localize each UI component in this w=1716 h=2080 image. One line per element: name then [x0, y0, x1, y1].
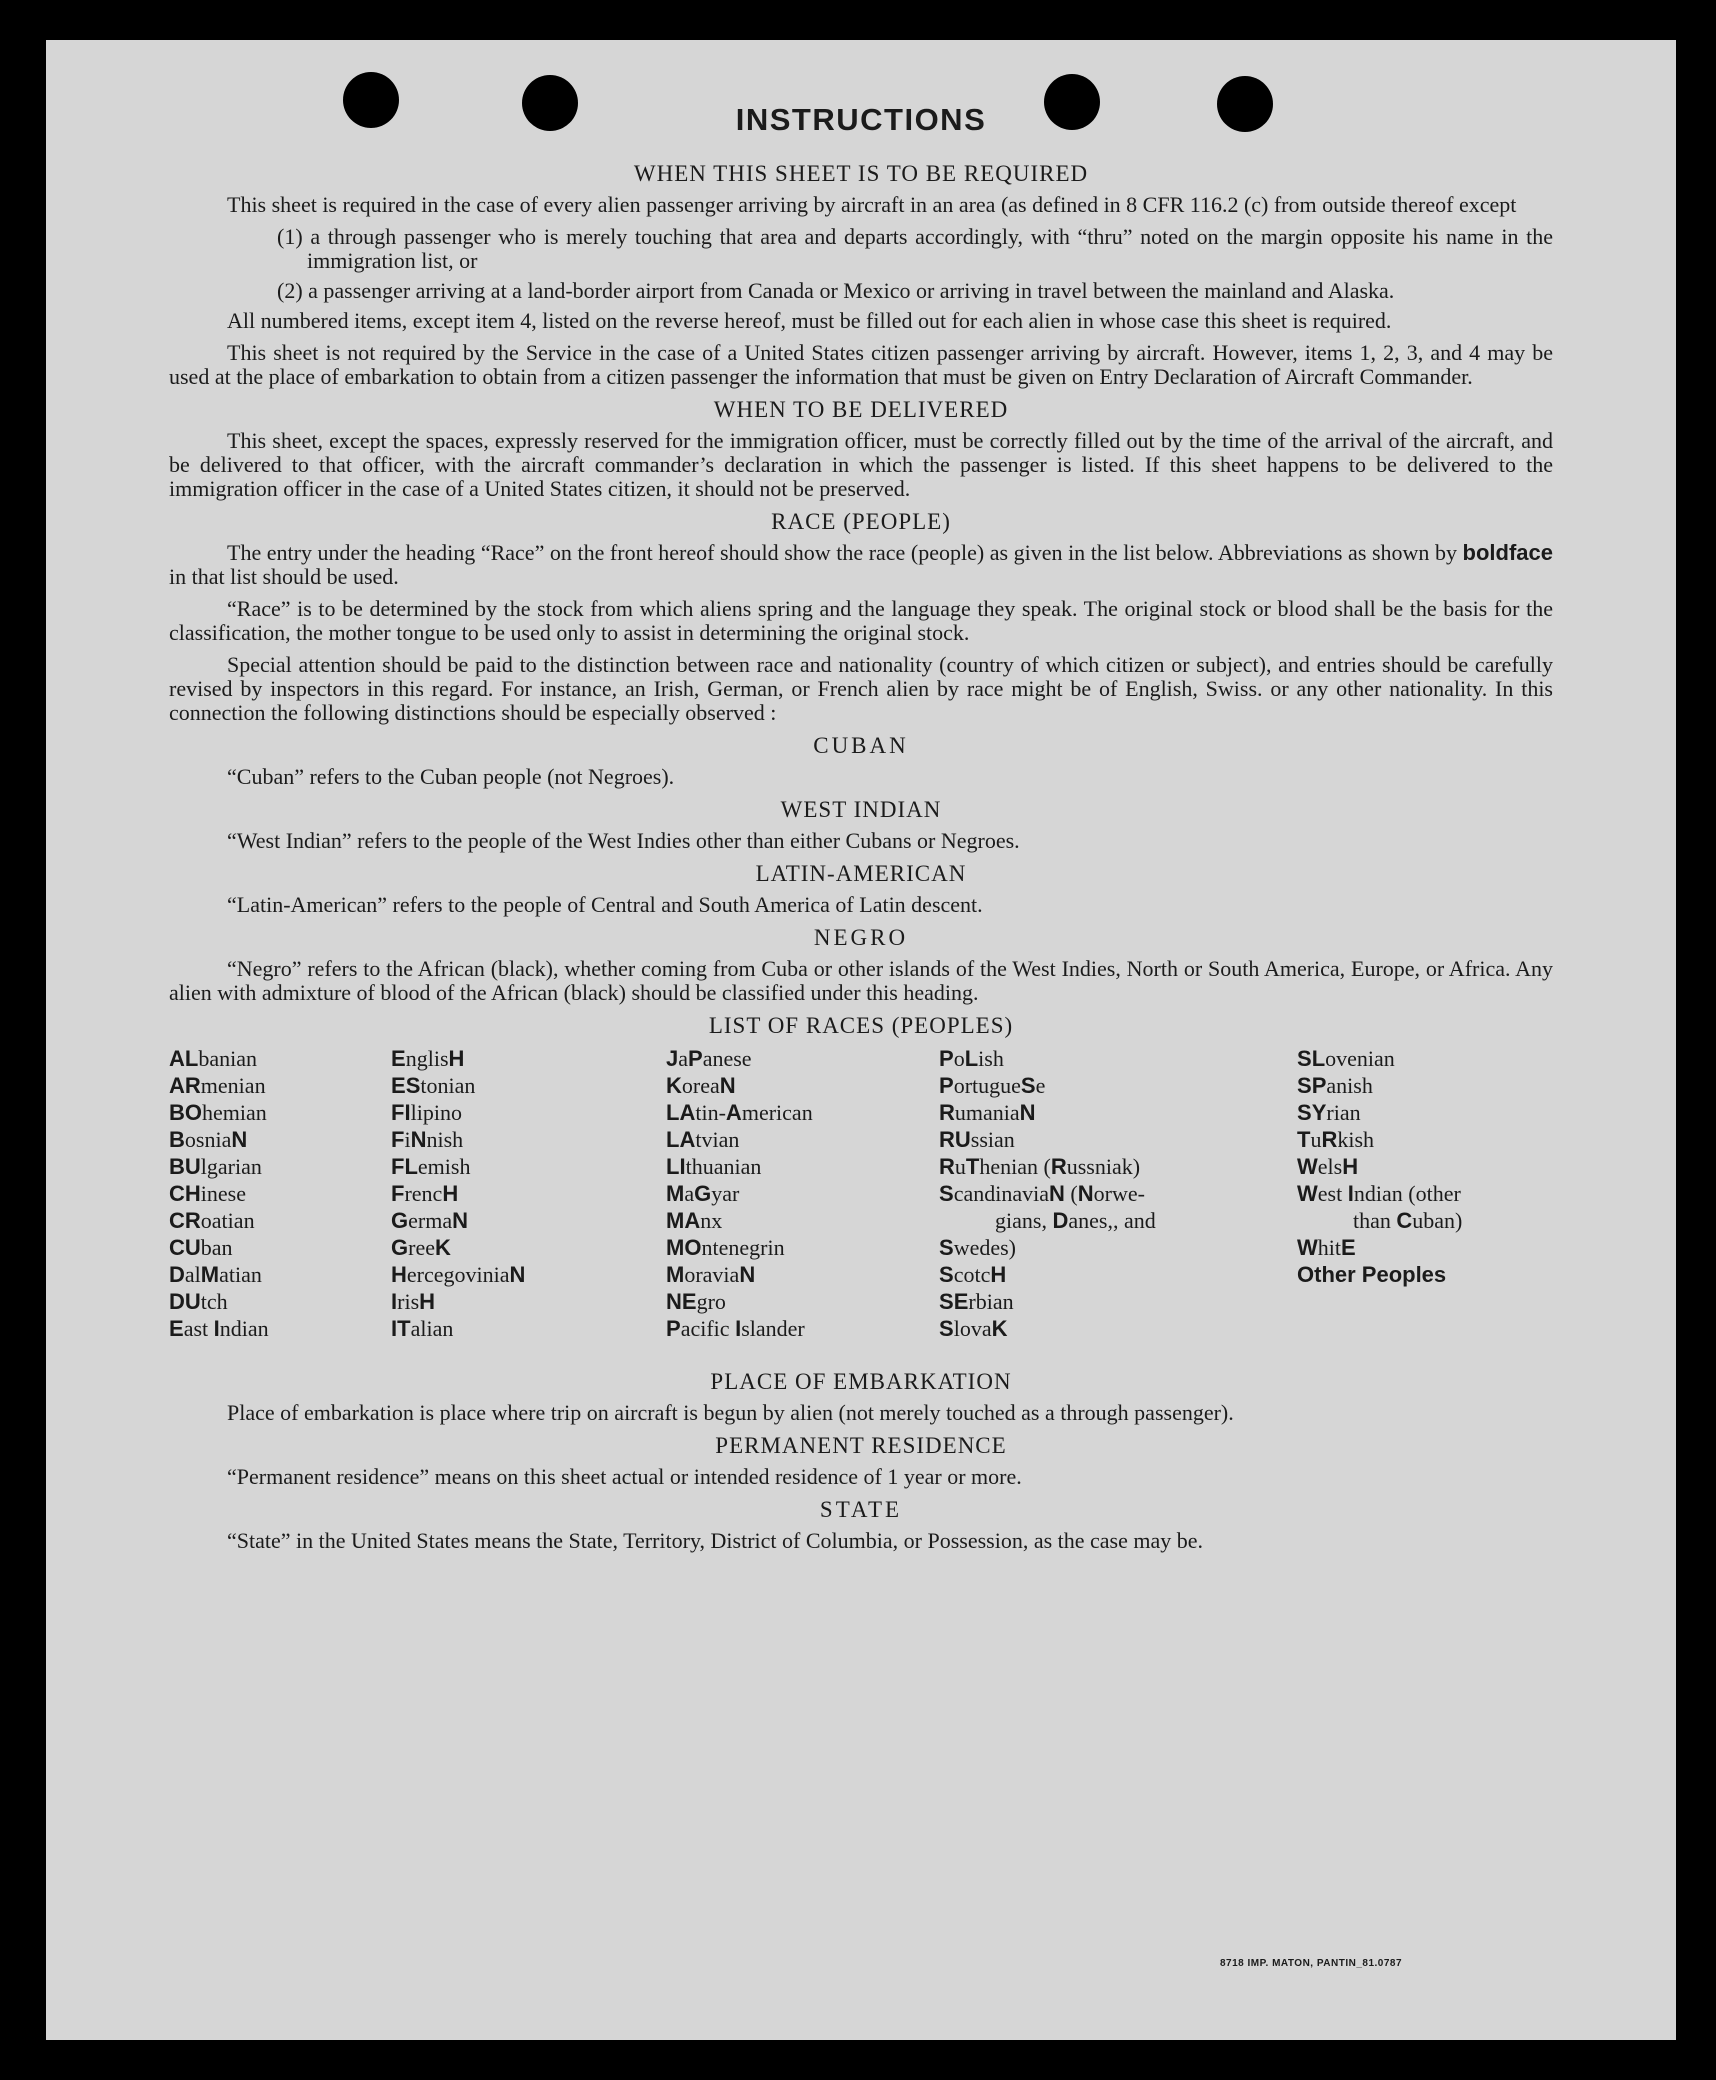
race-entry: Pacific Islander: [666, 1316, 805, 1341]
paragraph-citizen: This sheet is not required by the Service in the case of a United States citizen passenger arriving by aircraft. However, items 1, 2, 3, and 4 may be used at the place of embarkation to obtain from a citizen passenger the information that must be given on Entry Declaration of Aircraft Commander.: [169, 340, 1553, 389]
definition-state: “State” in the United States means the State, Territory, District of Columbia, or Possession, as the case may be.: [227, 1528, 1204, 1553]
race-entry: FLemish: [391, 1154, 471, 1179]
races-column-4: [939, 1045, 1156, 1342]
race-entry: West Indian (other: [1297, 1181, 1461, 1206]
race-entry: BUlgarian: [169, 1154, 262, 1179]
race-entry: SYrian: [1297, 1100, 1361, 1125]
races-column-5: [1297, 1045, 1462, 1288]
race-entry: ALbanian: [169, 1046, 257, 1071]
race-entry: MAnx: [666, 1208, 723, 1233]
race-entry: EnglisH: [391, 1046, 465, 1071]
paragraph-race-stock: “Race” is to be determined by the stock from which aliens spring and the language they speak. The original stock or blood shall be the basis for the classification, the mother tongue to be used only to assist in determining the original stock.: [169, 596, 1553, 645]
race-entry: ScotcH: [939, 1262, 1007, 1287]
paragraph-required: This sheet is required in the case of every alien passenger arriving by aircraft in an area (as defined in 8 CFR 116.2 (c) from outside thereof except: [227, 192, 1517, 217]
exception-item-2: (2) a passenger arriving at a land-border airport from Canada or Mexico or arriving in travel between the mainland and Alaska.: [277, 278, 1395, 303]
race-entry: RuThenian (Russniak): [939, 1154, 1141, 1179]
race-entry: gians, Danes,, and: [995, 1208, 1156, 1233]
race-entry: KoreaN: [666, 1073, 736, 1098]
definition-residence: “Permanent residence” means on this sheet actual or intended residence of 1 year or more.: [227, 1464, 1022, 1489]
race-entry: ARmenian: [169, 1073, 266, 1098]
race-entry: BOhemian: [169, 1100, 267, 1125]
paragraph-race-entry: [169, 541, 1553, 589]
heading-permanent-residence: PERMANENT RESIDENCE: [715, 1433, 1007, 1458]
race-entry: SlovaK: [939, 1316, 1008, 1341]
race-entry: EStonian: [391, 1073, 476, 1098]
races-column-3: [666, 1045, 813, 1342]
race-entry: PoLish: [939, 1046, 1004, 1071]
race-entry: ScandinaviaN (Norwe-: [939, 1181, 1145, 1206]
definition-embarkation: Place of embarkation is place where trip on aircraft is begun by alien (not merely touched as a through passenger).: [227, 1400, 1234, 1425]
heading-cuban: CUBAN: [813, 733, 909, 758]
race-entry: LIthuanian: [666, 1154, 762, 1179]
race-entry: SErbian: [939, 1289, 1014, 1314]
race-entry: HercegoviniaN: [391, 1262, 526, 1287]
race-entry: WhitE: [1297, 1235, 1356, 1260]
race-entry: Swedes): [939, 1235, 1016, 1260]
race-entry: CUban: [169, 1235, 233, 1260]
race-entry: GermaN: [391, 1208, 468, 1233]
heading-when-delivered: WHEN TO BE DELIVERED: [713, 397, 1009, 422]
race-entry: LAtvian: [666, 1127, 740, 1152]
race-entry: FIlipino: [391, 1100, 462, 1125]
race-entry: FiNnish: [391, 1127, 464, 1152]
race-entry: SPanish: [1297, 1073, 1373, 1098]
race-entry: SLovenian: [1297, 1046, 1395, 1071]
race-entry: PortugueSe: [939, 1073, 1046, 1098]
heading-race: RACE (PEOPLE): [771, 509, 951, 534]
race-entry: FrencH: [391, 1181, 459, 1206]
races-column-1: [169, 1045, 269, 1342]
race-entry: MOntenegrin: [666, 1235, 785, 1260]
race-entry: LAtin-American: [666, 1100, 813, 1125]
race-entry: MoraviaN: [666, 1262, 756, 1287]
definition-latin-american: “Latin-American” refers to the people of Central and South America of Latin descent.: [227, 892, 983, 917]
race-entry: than Cuban): [1353, 1208, 1463, 1233]
race-entry: East Indian: [169, 1316, 269, 1341]
race-entry-text-a: The entry under the heading “Race” on the front hereof should show the race (people) as given in the list below. Abbreviations as shown by: [227, 540, 1457, 565]
definition-negro: “Negro” refers to the African (black), whether coming from Cuba or other islands of the West Indies, North or South America, Europe, or Africa. Any alien with admixture of blood of the African (black) should be classified under this heading.: [169, 956, 1553, 1005]
race-entry: WelsH: [1297, 1154, 1359, 1179]
race-entry: MaGyar: [666, 1181, 740, 1206]
race-entry: BosniaN: [169, 1127, 248, 1152]
heading-when-required: WHEN THIS SHEET IS TO BE REQUIRED: [633, 161, 1089, 186]
race-entry: Other Peoples: [1297, 1262, 1447, 1287]
exception-item-1: (1) a through passenger who is merely touching that area and departs accordingly, with “thru” noted on the margin opposite his name in the immigration list, or: [277, 224, 1553, 273]
race-entry: IrisH: [391, 1289, 436, 1314]
paragraph-delivery: This sheet, except the spaces, expressly reserved for the immigration officer, must be correctly filled out by the time of the arrival of the aircraft, and be delivered to that officer, with the aircraft commander’s declaration in which the passenger is listed. If this sheet happens to be delivered to the immigration officer in the case of a United States citizen, it should not be preserved.: [169, 428, 1553, 501]
printer-imprint: 8718 IMP. MATON, PANTIN_81.0787: [1220, 1958, 1403, 1969]
paragraph-numbered-items: All numbered items, except item 4, listed on the reverse hereof, must be filled out for each alien in whose case this sheet is required.: [227, 308, 1392, 333]
paragraph-race-nationality: Special attention should be paid to the distinction between race and nationality (country of which citizen or subject), and entries should be carefully revised by inspectors in this regard. For instance, an Irish, German, or French alien by race might be of English, Swiss. or any other nationality. In this connection the following distinctions should be especially observed :: [169, 652, 1553, 725]
race-entry: DUtch: [169, 1289, 228, 1314]
race-entry: RUssian: [939, 1127, 1015, 1152]
heading-negro: NEGRO: [813, 925, 909, 950]
definition-west-indian: “West Indian” refers to the people of the West Indies other than either Cubans or Negroes.: [227, 828, 1020, 853]
heading-state: STATE: [819, 1497, 903, 1522]
race-entry: RumaniaN: [939, 1100, 1036, 1125]
heading-place-of-embarkation: PLACE OF EMBARKATION: [710, 1369, 1012, 1394]
race-entry: CHinese: [169, 1181, 246, 1206]
race-entry: JaPanese: [666, 1046, 752, 1071]
definition-cuban: “Cuban” refers to the Cuban people (not Negroes).: [227, 764, 675, 789]
races-column-2: [391, 1045, 525, 1342]
heading-list-of-races: LIST OF RACES (PEOPLES): [708, 1013, 1014, 1038]
race-entry: TuRkish: [1297, 1127, 1375, 1152]
race-entry: ITalian: [391, 1316, 454, 1341]
race-entry: CRoatian: [169, 1208, 255, 1233]
races-list: [169, 1045, 1553, 1361]
instruction-sheet: [46, 40, 1676, 2040]
race-entry: GreeK: [391, 1235, 451, 1260]
heading-west-indian: WEST INDIAN: [780, 797, 942, 822]
document-body: [169, 153, 1553, 1561]
boldface-label: boldface: [1462, 540, 1554, 565]
page-title: INSTRUCTIONS: [735, 102, 987, 137]
race-entry: NEgro: [666, 1289, 726, 1314]
heading-latin-american: LATIN-AMERICAN: [755, 861, 967, 886]
race-entry: DalMatian: [169, 1262, 262, 1287]
race-entry-text-b: in that list should be used.: [169, 564, 399, 589]
